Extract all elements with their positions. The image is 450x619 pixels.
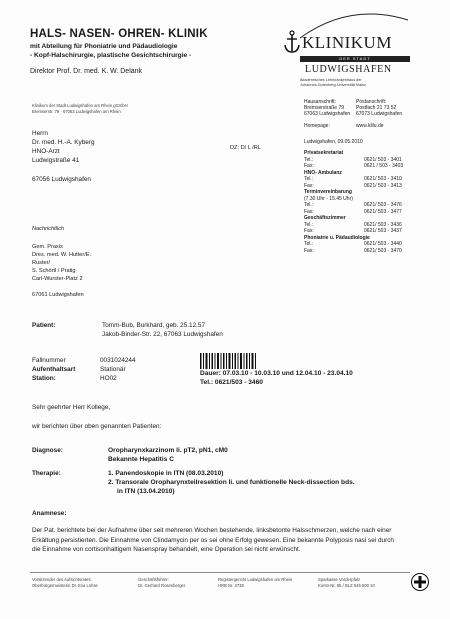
homepage-label: Homepage:	[304, 123, 330, 129]
footer-board-label: Vorsitzender des Aufsichtsrates:	[32, 577, 92, 582]
recipient-line-3: HNO-Arzt	[32, 148, 60, 155]
clinic-director: Direktor Prof. Dr. med. K. W. Delank	[30, 68, 143, 75]
contact-row-number: 0621/ 503 - 3470	[364, 247, 402, 254]
contact-row-number: 0621/ 503 - 3477	[364, 208, 402, 215]
contact-row-number: 0621/ 503 - 3437	[364, 228, 402, 234]
letter-date: Ludwigshafen, 09.05.2010	[304, 139, 363, 145]
barcode-icon	[200, 353, 256, 369]
clinic-subtitle-2: - Kopf-Halschirurgie, plastische Gesichtschirurgie -	[30, 52, 192, 59]
footer-bank-name: Sparkasse Vorderpfalz	[318, 577, 361, 582]
case-number-value: 0031024244	[100, 357, 136, 364]
logo-band: DER STADT	[300, 56, 410, 62]
footer-register-number: HRB Nr. 3738	[218, 583, 244, 588]
station-label: Station:	[32, 375, 56, 382]
footer-ceo-label: Geschäftsführer:	[138, 577, 169, 582]
logo-name: KLINIKUM	[302, 33, 392, 52]
contact-row-number: 0621/ 503 - 3401	[364, 156, 402, 163]
logo-arc	[290, 12, 410, 40]
cc-line-6: 67061 Ludwigshafen	[32, 292, 84, 298]
contact-row-number: 0621/ 503 - 3413	[364, 182, 402, 189]
post-address-1: Postfach 21 73 52	[356, 105, 397, 111]
contact-row-number: 0621/ 503 - 3410	[364, 176, 402, 182]
anamnesis-label: Anamnese:	[32, 510, 67, 517]
contact-row-label: Fax:	[304, 208, 314, 215]
logo-note-2: Johannes-Gutenberg-Universität Mainz	[300, 83, 367, 87]
contact-row-label: Tel.:	[304, 221, 314, 228]
contact-row-label: Fax:	[304, 247, 314, 254]
therapy-line-1: 1. Panendoskopie in ITN (08.03.2010)	[108, 470, 224, 477]
recipient-line-2: Dr. med. H.-A. Kyberg	[32, 139, 95, 146]
footer-ceo-name: Dr. Gerhard Rosenberger	[138, 583, 186, 588]
contact-section-title: Phoniatrie u. Pädaudiologie	[304, 234, 370, 241]
dictation-mark: DZ: D/ L /RL	[230, 145, 261, 151]
cc-line-3: Ruster/	[32, 260, 51, 266]
therapy-line-3: in ITN (13.04.2010)	[117, 488, 175, 495]
diagnosis-line-2: Bekannte Hepatitis C	[108, 456, 174, 463]
contact-section-title: Geschäftszimmer	[304, 215, 346, 221]
patient-line-1: Tomm-Bub, Burkhard, geb. 25.12.57	[102, 322, 206, 329]
case-number-label: Fallnummer	[32, 357, 66, 364]
contact-row-number: 0621 / 503 - 3403	[364, 163, 404, 169]
cc-line-2: Dres. med. W. Hutter/E.	[32, 252, 92, 258]
footer-divider	[30, 572, 410, 573]
cross-seal-icon	[410, 572, 430, 592]
clinic-title: HALS- NASEN- OHREN- KLINIK	[30, 28, 208, 40]
cc-label: Nachrichtlich	[32, 226, 65, 232]
recipient-line-1: Herrn	[32, 130, 48, 137]
station-value: HO02	[100, 375, 117, 382]
house-address-2: 67063 Ludwigshafen	[304, 111, 351, 117]
salutation: Sehr geehrter Herr Kollege,	[32, 404, 111, 411]
therapy-label: Therapie:	[32, 470, 61, 477]
logo-note-1: Akademisches Lehrkrankenhaus der	[300, 78, 362, 82]
anamnesis-text: Der Pat. berichtete bei der Aufnahme über seit mehreren Wochen bestehende, linksbetonte Halsschmerzen, welche nach einer Erkältung persistierten. Die Einnahme von Clindamycin per os sei ohne Erfolg gewesen. Eine bekannte Polyposis nasi sei durch die Einnahme von cortisonhaltigem Nasenspray behandelt, eine Operation sei nicht erwünscht.	[32, 527, 394, 553]
therapy-line-2: 2. Transorale Oropharynxteilresektion li. und funktionelle Neck-dissection bds.	[108, 479, 355, 486]
logo-city: LUDWIGSHAFEN	[305, 64, 392, 75]
recipient-line-5: 67056 Ludwigshafen	[32, 176, 91, 183]
contact-row-label: Fax:	[304, 182, 314, 189]
cc-line-1: Gem. Praxis	[32, 244, 63, 250]
contact-section-title: Privatsekretariat	[304, 150, 344, 156]
contact-row-label: Tel.:	[304, 176, 314, 182]
post-address-label: Postanschrift:	[356, 99, 387, 105]
return-address-1: Klinikum der Stadt Ludwigshafen am Rhein gGmbH	[32, 103, 128, 108]
contact-row-label: Fax:	[304, 163, 314, 169]
house-address-label: Hausanschrift:	[304, 99, 336, 105]
contact-section-title: HNO- Ambulanz	[304, 169, 342, 176]
footer-bank-account: Konto-Nr. 85 / BLZ 545 500 10	[318, 583, 375, 588]
cc-line-4: S. Schörtl / Pratig	[32, 268, 76, 274]
clinic-subtitle-1: mit Abteilung für Phoniatrie und Pädaudiologie	[30, 43, 178, 50]
cc-line-5: Carl-Wurster-Platz 2	[32, 276, 83, 282]
contact-section-note: (7.30 Uhr - 15.45 Uhr)	[304, 195, 353, 202]
contact-section-title: Terminvereinbarung	[304, 189, 352, 195]
footer-register-court: Registergericht Ludwigshafen am Rhein	[218, 577, 293, 582]
diagnosis-line-1: Oropharynxkarzinom li. pT2, pN1, cM0	[108, 447, 228, 454]
contact-row-number: 0621/ 503 - 3476	[364, 202, 402, 208]
intro-text: wir berichten über oben genannten Patienten:	[32, 423, 162, 430]
post-address-2: 67073 Ludwigshafen	[356, 111, 403, 117]
house-address-1: Bremserstraße 79	[304, 105, 345, 111]
stay-type-value: Stationär	[100, 366, 126, 373]
stay-duration: Dauer: 07.03.10 - 10.03.10 und 12.04.10 - 23.04.10	[200, 370, 353, 377]
contact-row-label: Fax:	[304, 228, 314, 234]
stay-type-label: Aufenthaltsart	[32, 366, 76, 373]
footer-board-name: Oberbürgermeisterin Dr. Eva Lohse	[32, 583, 98, 588]
patient-label: Patient:	[32, 322, 56, 329]
patient-line-2: Jakob-Binder-Str. 22, 67063 Ludwigshafen	[102, 331, 223, 338]
return-address-2: Bremserstr. 79 · 67063 Ludwigshafen am Rhein	[32, 109, 121, 114]
contact-row-label: Tel.:	[304, 156, 314, 163]
station-phone: Tel.: 0621/503 - 3460	[200, 379, 263, 386]
contact-row-label: Tel.:	[304, 241, 314, 247]
contact-row-label: Tel.:	[304, 202, 314, 208]
diagnosis-label: Diagnose:	[32, 447, 63, 454]
contact-row-number: 0621/ 503 - 3440	[364, 241, 402, 247]
contact-row-number: 0621/ 503 - 3436	[364, 221, 402, 228]
recipient-line-4: Ludwigstraße 41	[32, 157, 80, 164]
homepage-link[interactable]: www.klilu.de	[356, 123, 384, 129]
